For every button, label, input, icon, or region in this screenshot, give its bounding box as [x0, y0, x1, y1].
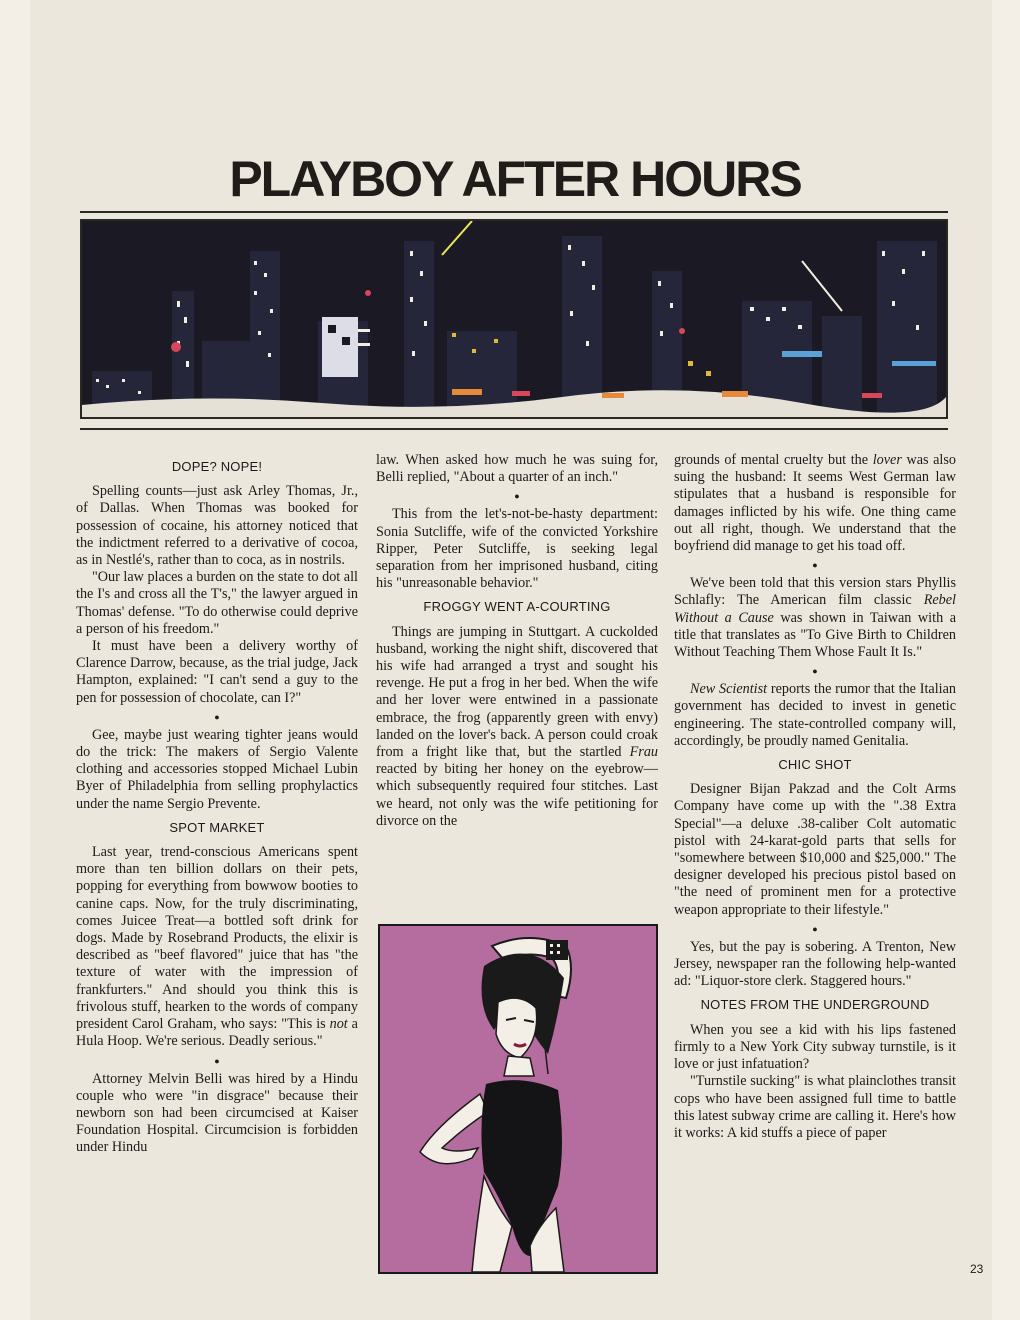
paragraph: Designer Bijan Pakzad and the Colt Arms Company have come up with the ".38 Extra Special"—a deluxe .38-caliber Colt automatic pistol with 24-karat-gold parts that sells for "somewhere between $10,000 and $25,000." The designer developed his precious pistol based on "the need of prominent men for a protective weapon appropriate to their lifestyle." — [674, 781, 956, 918]
paragraph: grounds of mental cruelty but the lover was also suing the husband: It seems West German law stipulates that a husband is responsible for damages inflicted by his wife. One thing came out all right, though. We understand that the boyfriend did manage to get his toad off. — [674, 452, 956, 555]
section-heading-dope-nope: DOPE? NOPE! — [171, 459, 263, 474]
paragraph: Things are jumping in Stuttgart. A cuckolded husband, working the night shift, discovered that his wife had arranged a tryst and sought his revenge. He put a frog in her bed. When the wife and her lover were entwined in a passionate embrace, the frog (apparently green with envy) landed on the lover's back. A person could croak from a fright like that, but the startled Frau reacted by biting her honey on the eyebrow—which subsequently required four stitches. Last we heard, not only was the wife petitioning for divorce on the — [376, 623, 658, 829]
bullet-separator: ● — [812, 560, 818, 571]
paragraph: "Our law places a burden on the state to dot all the I's and cross all the T's," the lawyer argued in Thomas' defense. "To do otherwise could deprive a person of his freedom." — [76, 569, 358, 637]
section-heading-spot-market: SPOT MARKET — [169, 819, 265, 835]
paragraph: This from the let's-not-be-hasty department: Sonia Sutcliffe, wife of the convicted Yorkshire Ripper, Peter Sutcliffe, is seeking legal separation from her imprisoned husband, citing his "unreasonable behavior." — [376, 506, 658, 592]
bullet-separator: ● — [214, 1055, 220, 1066]
bullet-separator: ● — [214, 711, 220, 722]
city-skyline-illustration — [80, 219, 948, 419]
paragraph: "Turnstile sucking" is what plainclothes transit cops who have been assigned full time to battle this latest subway crime are calling it. Here's how it works: A kid stuffs a piece of paper — [674, 1073, 956, 1141]
woman-in-swimsuit-illustration — [378, 924, 658, 1274]
bullet-separator: ● — [812, 923, 818, 934]
skyline-svg — [82, 221, 946, 417]
paragraph: New Scientist reports the rumor that the Italian government has decided to invest in genetic engineering. The state-controlled company will, accordingly, be proudly named Genitalia. — [674, 681, 956, 749]
section-heading-froggy: FROGGY WENT A-COURTING — [423, 599, 611, 615]
divider-top — [80, 211, 948, 213]
column-2 — [376, 452, 658, 830]
paragraph: Attorney Melvin Belli was hired by a Hindu couple who were "in disgrace" because their newborn son had been circumcised at Kaiser Foundation Hospital. Circumcision is forbidden under Hindu — [76, 1070, 358, 1156]
section-heading-chic-shot: CHIC SHOT — [778, 757, 852, 773]
bullet-separator: ● — [514, 491, 520, 502]
page-title: PLAYBOY AFTER HOURS — [229, 151, 801, 207]
paragraph: Gee, maybe just wearing tighter jeans would do the trick: The makers of Sergio Valente clothing and accessories stopped Michael Lubin Byer of Philadelphia from selling prophylactics under the name Sergio Prevente. — [76, 726, 358, 812]
paragraph: When you see a kid with his lips fastened firmly to a New York City subway turnstile, is it love or just infatuation? — [674, 1021, 956, 1073]
section-heading-underground: NOTES FROM THE UNDERGROUND — [700, 997, 930, 1013]
column-3 — [674, 452, 956, 1142]
paragraph: Spelling counts—just ask Arley Thomas, Jr., of Dallas. When Thomas was booked for possession of cocaine, his attorney noticed that the indictment referred to a derivative of cocoa, as in Nestlé's, rather than to coca, as in nostrils. — [76, 483, 358, 569]
paragraph: law. When asked how much he was suing for, Belli replied, "About a quarter of an inch." — [376, 452, 658, 486]
paragraph: It must have been a delivery worthy of Clarence Darrow, because, as the trial judge, Jack Hampton, explained: "I can't send a guy to the pen for possession of chocolate, can I?" — [76, 638, 358, 706]
column-1 — [76, 452, 358, 1157]
divider-bottom — [80, 428, 948, 430]
paragraph: We've been told that this version stars Phyllis Schlafly: The American film classic Rebel Without a Cause was shown in Taiwan with a title that translates as "To Give Birth to Children Without Teaching Them Whose Fault It Is." — [674, 575, 956, 661]
figure-svg — [380, 926, 656, 1272]
page-number: 23 — [970, 1262, 984, 1276]
paragraph: Yes, but the pay is sobering. A Trenton, New Jersey, newspaper ran the following help-wanted ad: "Liquor-store clerk. Staggered hours." — [674, 938, 956, 990]
bullet-separator: ● — [812, 666, 818, 677]
paragraph: Last year, trend-conscious Americans spent more than ten billion dollars on their pets, popping for everything from bowwow booties to canine caps. Now, for the truly discriminating, comes Juicee Treat—a bottled soft drink for dogs. Made by Rosebrand Products, the elixir is described as "beef flavored" juice that has "the texture of water with the impression of frankfurters." And should you think this is frivolous stuff, hearken to the words of company president Carol Graham, who says: "This is not a Hula Hoop. We're serious. Deadly serious." — [76, 844, 358, 1050]
